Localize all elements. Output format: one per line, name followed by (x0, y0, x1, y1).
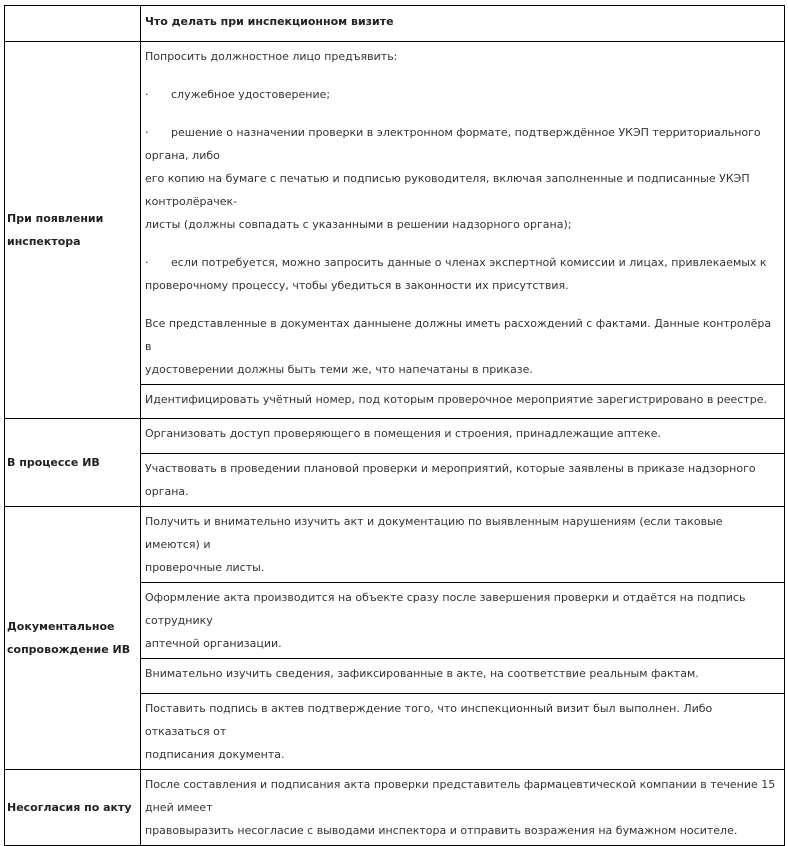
process-row-1 (5, 419, 785, 454)
arrival-register-cell (141, 385, 785, 419)
docs-label-line1: Документальное (7, 620, 115, 633)
header-empty-cell (5, 6, 141, 42)
bullet-glyph: · (145, 88, 149, 101)
bullet-item-decision (141, 121, 784, 167)
docs-review-cell (141, 659, 785, 694)
arrival-note-line2: удостоверении должны быть теми же, что напечатаны в приказе. (145, 363, 533, 376)
bullet-item-decision-line3: листы (должны совпадать с указанными в решении надзорного органа); (145, 218, 572, 231)
process-label-cell (5, 419, 141, 507)
bullet-item-experts-line2: проверочному процессу, чтобы убедиться в законности их присутствия. (145, 279, 569, 292)
docs-receive-line2: проверочные листы. (145, 561, 265, 574)
bullet-glyph: · (145, 126, 149, 139)
disagree-label: Несогласия по акту (7, 801, 132, 814)
disagree-row (5, 770, 785, 846)
bullet-item-experts (141, 251, 784, 274)
docs-receive-line1: Получить и внимательно изучить акт и документацию по выявленным нарушениям (если таковые имеются) и (145, 515, 723, 551)
docs-receive-cell (141, 507, 785, 583)
arrival-intro: Попросить должностное лицо предъявить: (145, 50, 398, 63)
arrival-label-cell (5, 42, 141, 419)
disagree-text-cell (141, 770, 785, 846)
bullet-item-id (141, 83, 784, 106)
arrival-requirements-cell (141, 42, 785, 385)
arrival-row-1 (5, 42, 785, 385)
docs-act-line1: Оформление акта производится на объекте сразу после завершения проверки и отдаётся на подпись сотруднику (145, 591, 746, 627)
arrival-register-text: Идентифицировать учётный номер, под которым проверочное мероприятие зарегистрировано в реестре. (145, 393, 768, 406)
header-title: Что делать при инспекционном визите (141, 6, 785, 42)
docs-act-line2: аптечной организации. (145, 637, 282, 650)
bullet-text: служебное удостоверение; (171, 88, 331, 101)
arrival-note-line1: Все представленные в документах данныене должны иметь расхождений с фактами. Данные контролёра в (145, 317, 772, 353)
docs-sign-line2: подписания документа. (145, 748, 285, 761)
header-row (5, 6, 785, 42)
disagree-line1: После составления и подписания акта проверки представитель фармацевтической компании в течение 15 дней имеет (145, 778, 776, 814)
docs-sign-line1: Поставить подпись в актев подтверждение того, что инспекционный визит был выполнен. Либо отказаться от (145, 702, 713, 738)
docs-label-line2: сопровождение ИВ (7, 643, 131, 656)
process-participate-text: Участвовать в проведении плановой проверки и мероприятий, которые заявлены в приказе надзорного органа. (145, 462, 756, 498)
disagree-label-cell (5, 770, 141, 846)
process-label: В процессе ИВ (7, 456, 100, 469)
bullet-text: если потребуется, можно запросить данные о членах экспертной комиссии и лицах, привлекаемых к (171, 256, 767, 269)
process-access-cell (141, 419, 785, 454)
docs-review-text: Внимательно изучить сведения, зафиксированные в акте, на соответствие реальным фактам. (145, 667, 699, 680)
docs-sign-cell (141, 694, 785, 770)
docs-label-cell (5, 507, 141, 770)
disagree-line2: правовыразить несогласие с выводами инспектора и отправить возражения на бумажном носителе. (145, 824, 738, 837)
arrival-label: При появлении инспектора (7, 212, 104, 248)
process-participate-cell (141, 454, 785, 507)
bullet-glyph: · (145, 256, 149, 269)
inspection-visit-table (4, 5, 785, 846)
bullet-item-decision-line2: его копию на бумаге с печатью и подписью руководителя, включая заполненные и подписанные УКЭП контролёрачек- (145, 172, 750, 208)
process-access-text: Организовать доступ проверяющего в помещения и строения, принадлежащие аптеке. (145, 427, 662, 440)
bullet-text: решение о назначении проверки в электронном формате, подтверждённое УКЭП территориального органа, либо (145, 126, 761, 162)
docs-row-1 (5, 507, 785, 583)
docs-act-cell (141, 583, 785, 659)
